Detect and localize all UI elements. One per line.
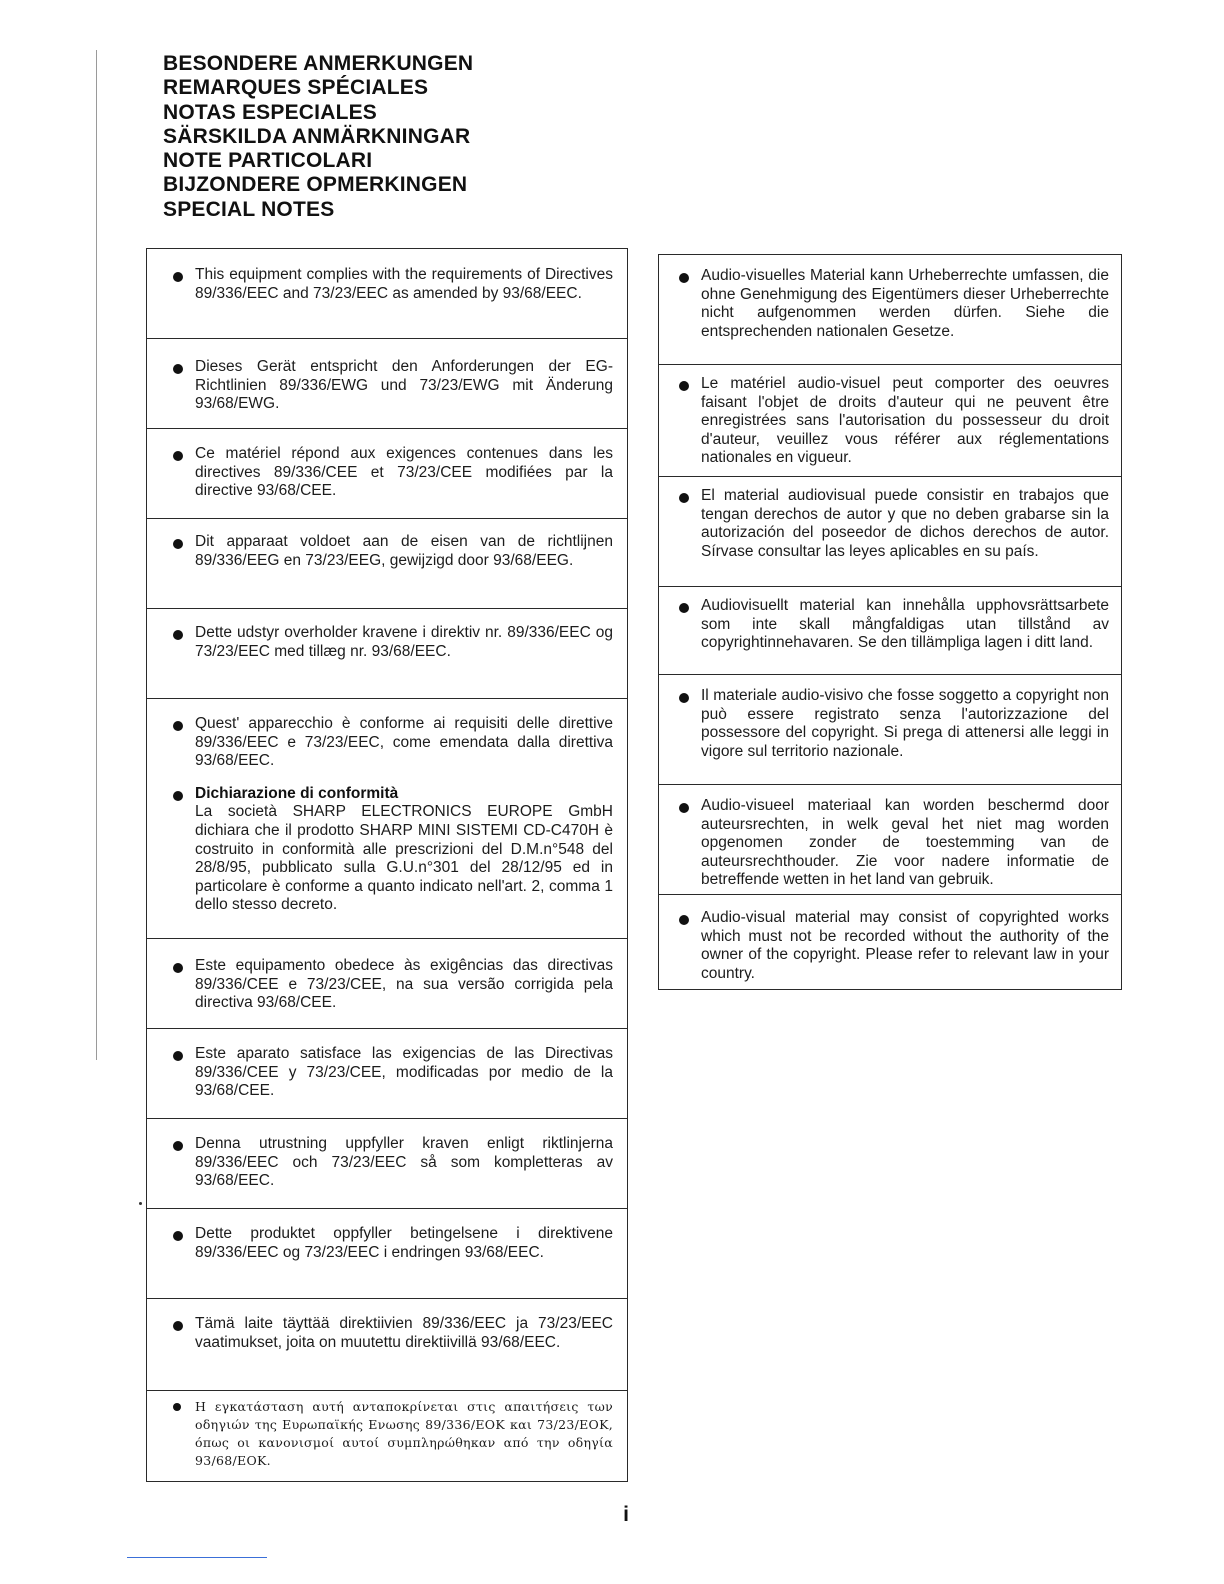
bullet-icon (679, 273, 689, 283)
bullet-icon (173, 539, 183, 549)
bullet-icon (173, 1403, 181, 1411)
bullet-icon (173, 1051, 183, 1061)
note-text-dutch: Dit apparaat voldoet aan de eisen van de richtlijnen 89/336/EEG en 73/23/EEG, gewijzigd door 93/68/EEG. (195, 533, 613, 569)
bullet-icon (173, 721, 183, 731)
note-box-finnish (147, 1298, 627, 1390)
note-box-english (147, 248, 627, 338)
note-text-finnish: Tämä laite täyttää direktiivien 89/336/EEC ja 73/23/EEC vaatimukset, joita on muutettu direktiivillä 93/68/EEC. (195, 1315, 613, 1351)
copyright-text-english: Audio-visual material may consist of copyrighted works which must not be recorded without the authority of the owner of the copyright. Please refer to relevant law in your country. (701, 909, 1109, 982)
bullet-icon (679, 915, 689, 925)
bullet-icon (173, 1231, 183, 1241)
note-box-danish (147, 608, 627, 698)
declaration-title: Dichiarazione di conformità (195, 784, 399, 802)
heading-spanish: NOTAS ESPECIALES (163, 100, 378, 124)
note-box-french (147, 428, 627, 518)
copyright-text-german: Audio-visuelles Material kann Urheberrechte umfassen, die ohne Genehmigung des Eigentümers dieser Urheberrechte nicht aufgenommen werden dürfen. Siehe die entsprechenden nationalen Gesetze. (701, 267, 1109, 340)
conformity-notes-column (146, 248, 628, 1482)
heading-german: BESONDERE ANMERKUNGEN (163, 52, 474, 75)
copyright-box-english (659, 894, 1121, 990)
scan-speck (139, 1202, 142, 1205)
copyright-box-german (659, 254, 1121, 364)
copyright-text-spanish: El material audiovisual puede consistir en trabajos que tengan derechos de autor y que no deben grabarse sin la autorización del poseedor de dichos derechos de autor. Sírvase consultar las leyes aplicables en su país. (701, 487, 1109, 560)
declaration-text: La società SHARP ELECTRONICS EUROPE GmbH dichiara che il prodotto SHARP MINI SISTEMI CD-C470H è costruito in conformità alle prescrizioni del D.M.n°548 del 28/8/95, pubblicato sulla G.U.n°301 del 28/12/95 ed in particolare è conforme a quanto indicato nell'art. 2, comma 1 dello stesso decreto. (195, 803, 613, 914)
copyright-text-swedish: Audiovisuellt material kan innehålla upphovsrättsarbete som inte skall mångfaldigas utan tillstånd av copyrightinnehavaren. Se den tillämpliga lagen i ditt land. (701, 597, 1109, 652)
note-text-danish: Dette udstyr overholder kravene i direktiv nr. 89/336/EEC og 73/23/EEC med tillæg nr. 93/68/EEC. (195, 624, 613, 660)
note-text-greek: Η εγκατάσταση αυτή ανταποκρίνεται στις απαιτήσεις των οδηγιών της Ευρωπαϊκής Ενωσης 89/336/ΕΟΚ και 73/23/ΕΟΚ, όπως οι κανονισμοί αυτοί συμπληρώθηκαν από την οδηγία 93/68/ΕΟΚ. (195, 1399, 613, 1468)
note-box-greek (147, 1390, 627, 1482)
footer-rule (127, 1557, 267, 1558)
bullet-icon (173, 791, 183, 801)
note-text-swedish: Denna utrustning uppfyller kraven enligt riktlinjerna 89/336/EEC och 73/23/EEC så som kompletteras av 93/68/EEC. (195, 1135, 613, 1190)
note-text-english: This equipment complies with the requirements of Directives 89/336/EEC and 73/23/EEC as amended by 93/68/EEC. (195, 266, 613, 302)
note-box-italian (147, 698, 627, 938)
copyright-box-french (659, 364, 1121, 476)
heading-french: REMARQUES SPÉCIALES (163, 76, 429, 100)
note-text-french: Ce matériel répond aux exigences contenues dans les directives 89/336/CEE et 73/23/CEE modifiées par la directive 93/68/CEE. (195, 445, 613, 500)
headings-block (163, 52, 473, 222)
bullet-icon (173, 963, 183, 973)
heading-dutch: BIJZONDERE OPMERKINGEN (163, 173, 468, 197)
copyright-text-dutch: Audio-visueel materiaal kan worden beschermd door auteursrechten, in welk geval het niet mag worden opgenomen zonder de toestemming van de auteursrechthouder. Zie voor nadere informatie de betreffende wetten in het land van gebruik. (701, 797, 1109, 889)
page-number: i (623, 1503, 629, 1526)
bullet-icon (173, 1141, 183, 1151)
heading-english: SPECIAL NOTES (163, 197, 335, 221)
bullet-icon (173, 630, 183, 640)
bullet-icon (679, 693, 689, 703)
bullet-icon (173, 364, 183, 374)
bullet-icon (173, 451, 183, 461)
copyright-box-italian (659, 674, 1121, 784)
copyright-box-swedish (659, 586, 1121, 674)
note-box-german (147, 338, 627, 428)
note-box-dutch (147, 518, 627, 608)
bullet-icon (173, 1321, 183, 1331)
note-text-italian: Quest' apparecchio è conforme ai requisiti delle direttive 89/336/EEC e 73/23/EEC, come emendata dalla direttiva 93/68/EEC. (195, 715, 613, 770)
page-margin-line (96, 50, 97, 1060)
bullet-icon (679, 803, 689, 813)
note-text-spanish: Este aparato satisface las exigencias de las Directivas 89/336/CEE y 73/23/CEE, modificadas por medio de la 93/68/CEE. (195, 1045, 613, 1100)
heading-swedish: SÄRSKILDA ANMÄRKNINGAR (163, 124, 471, 148)
copyright-box-spanish (659, 476, 1121, 586)
note-box-portuguese (147, 938, 627, 1028)
bullet-icon (679, 493, 689, 503)
note-box-norwegian (147, 1208, 627, 1298)
note-text-norwegian: Dette produktet oppfyller betingelsene i direktivene 89/336/EEC og 73/23/EEC i endringen 93/68/EEC. (195, 1225, 613, 1261)
note-box-spanish (147, 1028, 627, 1118)
copyright-text-italian: Il materiale audio-visivo che fosse soggetto a copyright non può essere registrato senza l'autorizzazione del possessore del copyright. Si prega di attenersi alle leggi in vigore sul territorio nazionale. (701, 687, 1109, 760)
bullet-icon (679, 603, 689, 613)
copyright-text-french: Le matériel audio-visuel peut comporter des oeuvres faisant l'objet de droits d'auteur qui ne peuvent être enregistrées sans l'autorisation du possesseur du droit d'auteur, veuillez vous référer aux réglementations nationales en vigueur. (701, 375, 1109, 467)
heading-italian: NOTE PARTICOLARI (163, 149, 373, 173)
note-text-portuguese: Este equipamento obedece às exigências das directivas 89/336/CEE e 73/23/CEE, na sua versão corrigida pela directiva 93/68/CEE. (195, 957, 613, 1012)
note-text-german: Dieses Gerät entspricht den Anforderungen der EG-Richtlinien 89/336/EWG und 73/23/EWG mit Änderung 93/68/EWG. (195, 358, 613, 413)
copyright-notes-column (658, 254, 1122, 990)
bullet-icon (679, 381, 689, 391)
note-box-swedish (147, 1118, 627, 1208)
copyright-box-dutch (659, 784, 1121, 894)
bullet-icon (173, 272, 183, 282)
